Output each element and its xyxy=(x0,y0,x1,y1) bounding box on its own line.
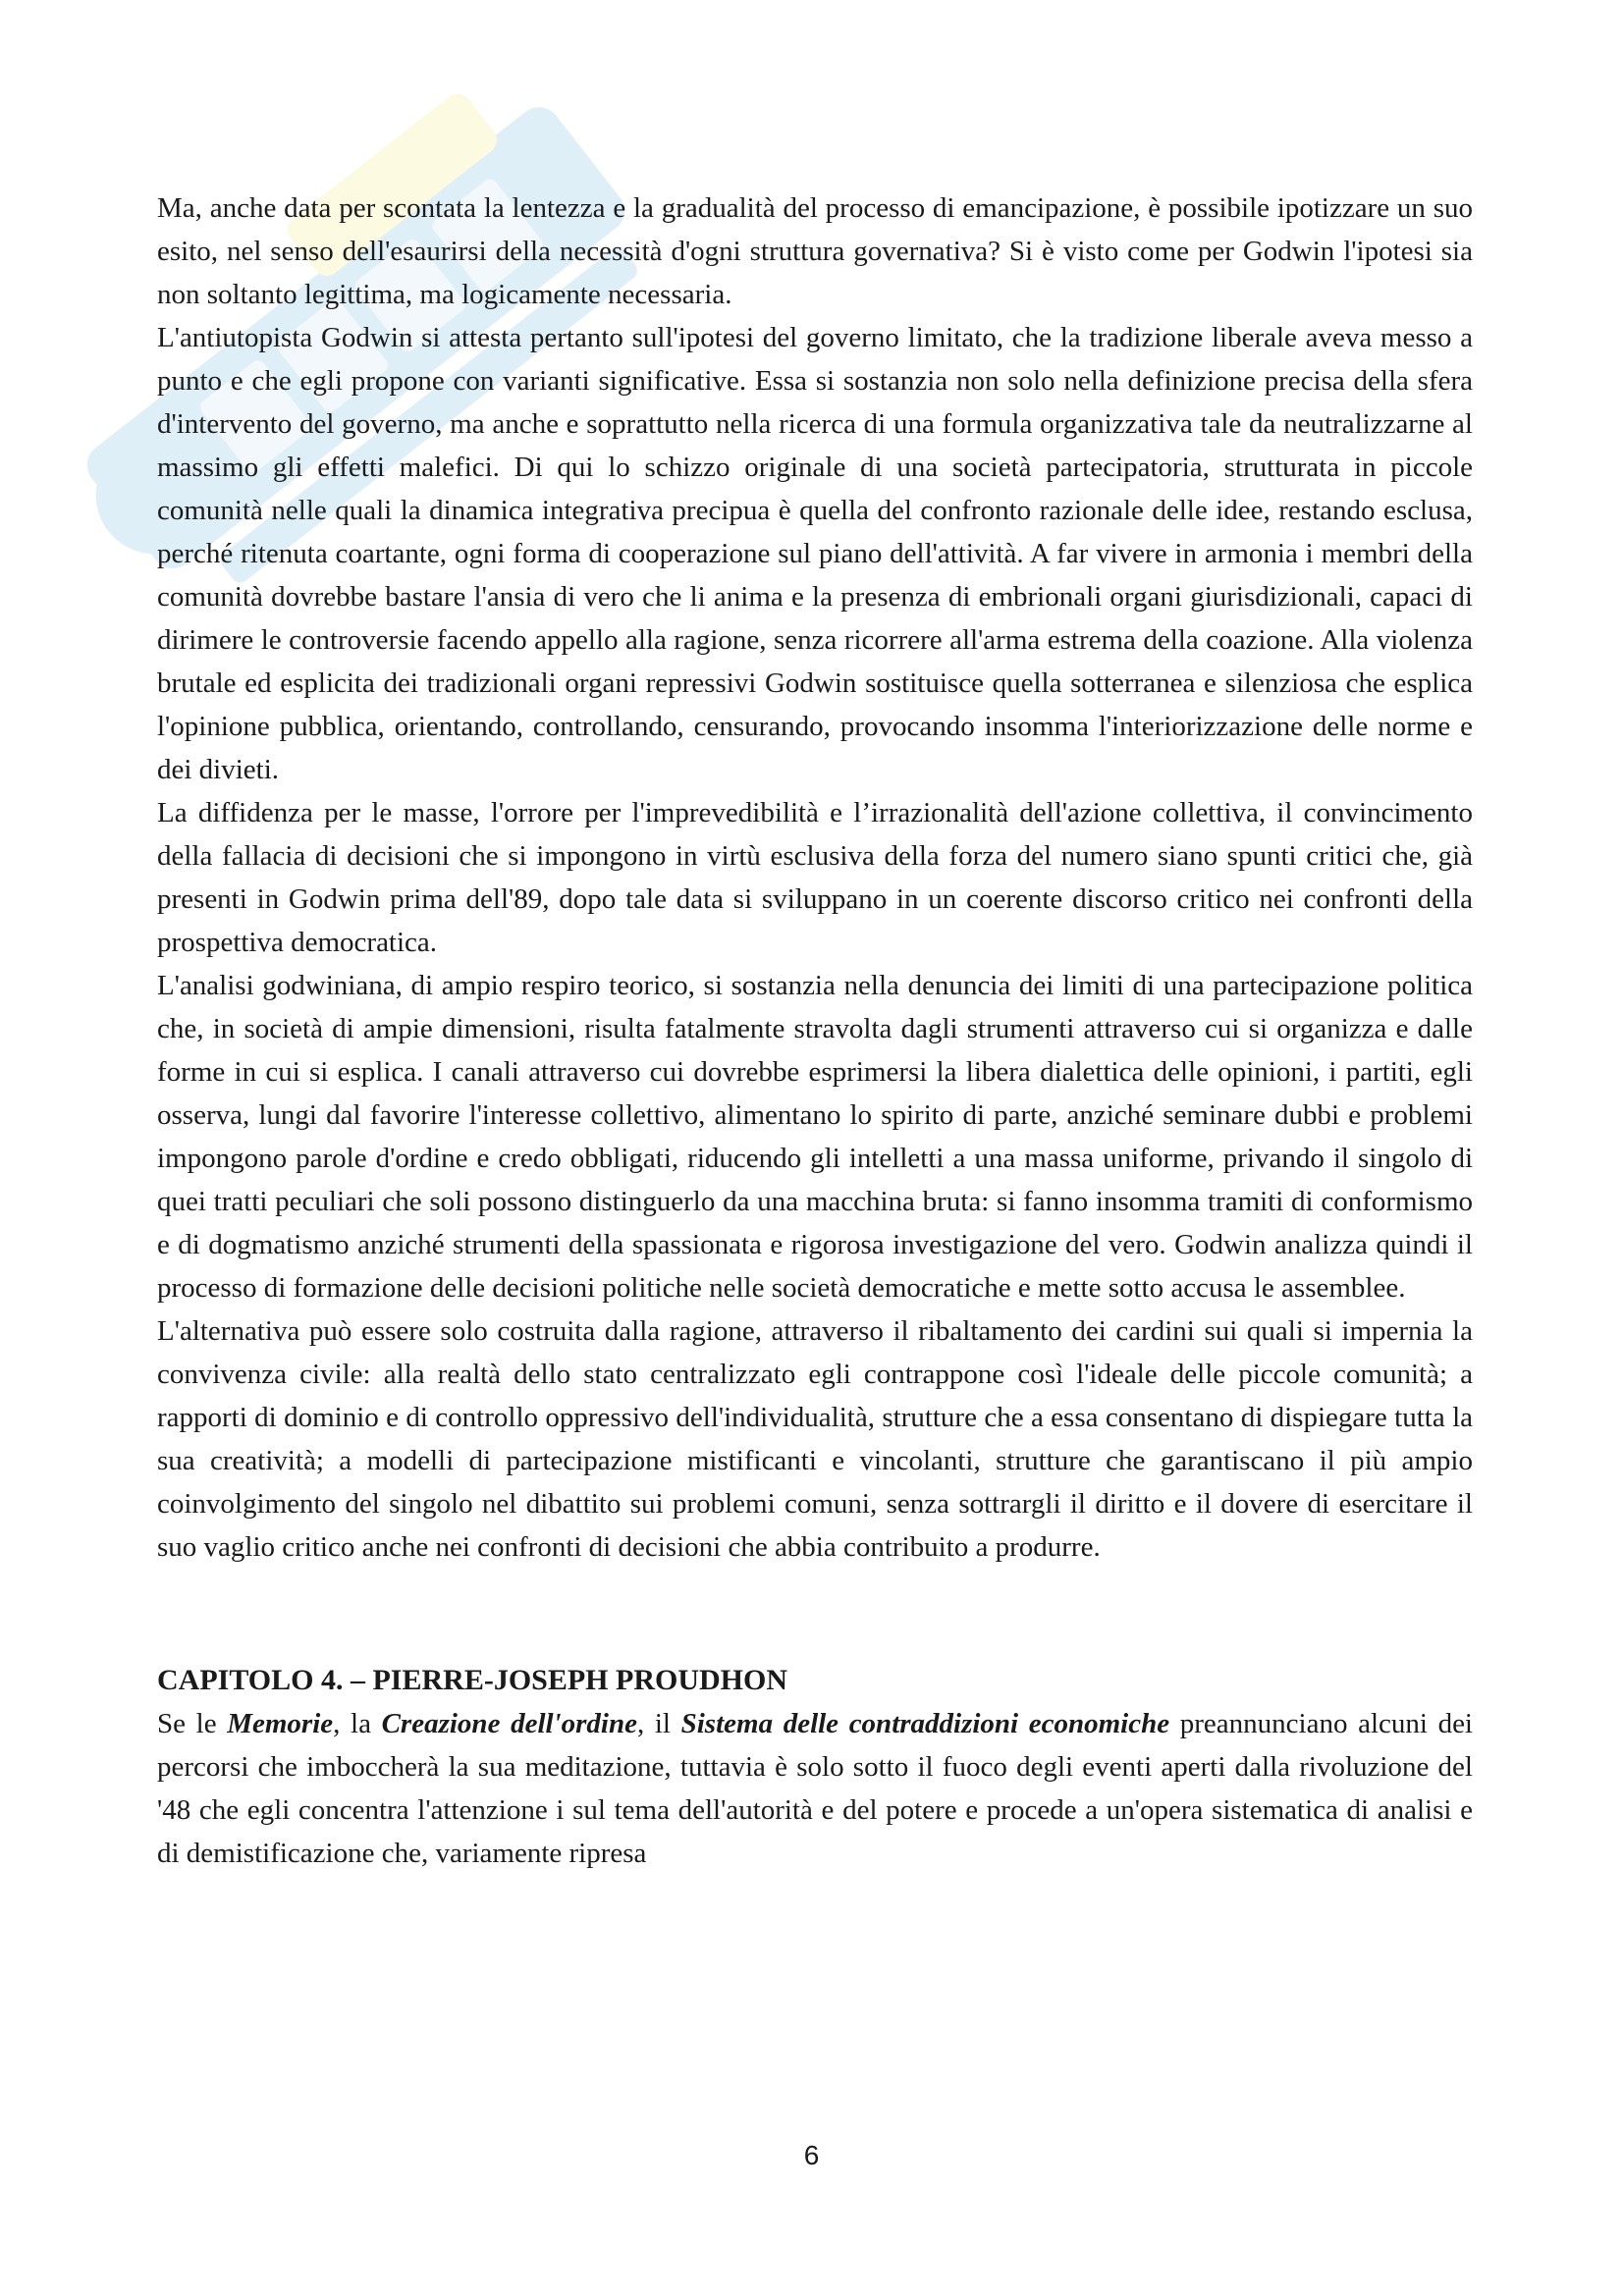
book-title-memorie: Memorie xyxy=(227,1708,334,1739)
chapter-paragraph-text-1: Se le xyxy=(157,1708,228,1739)
chapter-paragraph-text-2: , la xyxy=(333,1708,382,1739)
paragraph-3: La diffidenza per le masse, l'orrore per l'imprevedibilità e l’irrazionalità dell'azione collettiva, il convincimento della fallacia di decisioni che si impongono in virtù esclusiva della forza del numero siano spunti critici che, già presenti in Godwin prima dell'89, dopo tale data si sviluppano in un coerente discorso critico nei confronti della prospettiva democratica. xyxy=(157,797,1473,958)
chapter-paragraph xyxy=(157,1702,1473,1875)
page-number: 6 xyxy=(803,2140,820,2170)
paragraph-5: L'alternativa può essere solo costruita dalla ragione, attraverso il ribaltamento dei cardini sui quali si impernia la convivenza civile: alla realtà dello stato centralizzato egli contrappone così l'ideale delle piccole comunità; a rapporti di dominio e di controllo oppressivo dell'individualità, strutture che a essa consentano di dispiegare tutta la sua creatività; a modelli di partecipazione mistificanti e vincolanti, strutture che garantiscano il più ampio coinvolgimento del singolo nel dibattito sui problemi comuni, senza sottrargli il diritto e il dovere di esercitare il suo vaglio critico anche nei confronti di decisioni che abbia contribuito a produrre. xyxy=(157,1315,1473,1563)
paragraph-2: L'antiutopista Godwin si attesta pertanto sull'ipotesi del governo limitato, che la tradizione liberale aveva messo a punto e che egli propone con varianti significative. Essa si sostanzia non solo nella definizione precisa della sfera d'intervento del governo, ma anche e soprattutto nella ricerca di una formula organizzativa tale da neutralizzarne al massimo gli effetti malefici. Di qui lo schizzo originale di una società partecipatoria, strutturata in piccole comunità nelle quali la dinamica integrativa precipua è quella del confronto razionale delle idee, restando esclusa, perché ritenuta coartante, ogni forma di cooperazione sul piano dell'attività. A far vivere in armonia i membri della comunità dovrebbe bastare l'ansia di vero che li anima e la presenza di embrionali organi giurisdizionali, capaci di dirimere le controversie facendo appello alla ragione, senza ricorrere all'arma estrema della coazione. Alla violenza brutale ed esplicita dei tradizionali organi repressivi Godwin sostituisce quella sotterranea e silenziosa che esplica l'opinione pubblica, orientando, controllando, censurando, provocando insomma l'interiorizzazione delle norme e dei divieti. xyxy=(157,322,1473,785)
chapter-title: CAPITOLO 4. – PIERRE-JOSEPH PROUDHON xyxy=(157,1664,787,1696)
chapter-paragraph-text-4: preannunciano alcuni dei percorsi che imboccherà la sua meditazione, tuttavia è solo sotto il fuoco degli eventi aperti dalla rivoluzione del '48 che egli concentra l'attenzione i sul tema dell'autorità e del potere e procede a un'opera sistematica di analisi e di demistificazione che, variamente ripresa xyxy=(157,1708,1473,1869)
book-title-sistema: Sistema delle contraddizioni economiche xyxy=(680,1708,1170,1739)
book-title-creazione: Creazione dell'ordine xyxy=(381,1708,637,1739)
paragraph-1: Ma, anche data per scontata la lentezza e la gradualità del processo di emancipazione, è possibile ipotizzare un suo esito, nel senso dell'esaurirsi della necessità d'ogni struttura governativa? Si è visto come per Godwin l'ipotesi sia non soltanto legittima, ma logicamente necessaria. xyxy=(157,192,1473,310)
document-body xyxy=(157,187,1473,1875)
chapter-paragraph-text-3: , il xyxy=(636,1708,681,1739)
paragraph-4: L'analisi godwiniana, di ampio respiro teorico, si sostanzia nella denuncia dei limiti di una partecipazione politica che, in società di ampie dimensioni, risulta fatalmente stravolta dagli strumenti attraverso cui si organizza e dalle forme in cui si esplica. I canali attraverso cui dovrebbe esprimersi la libera dialettica delle opinioni, i partiti, egli osserva, lungi dal favorire l'interesse collettivo, alimentano lo spirito di parte, anziché seminare dubbi e problemi impongono parole d'ordine e credo obbligati, riducendo gli intelletti a una massa uniforme, privando il singolo di quei tratti peculiari che soli possono distinguerlo da una macchina bruta: si fanno insomma tramiti di conformismo e di dogmatismo anziché strumenti della spassionata e rigorosa investigazione del vero. Godwin analizza quindi il processo di formazione delle decisioni politiche nelle società democratiche e mette sotto accusa le assemblee. xyxy=(157,970,1473,1304)
